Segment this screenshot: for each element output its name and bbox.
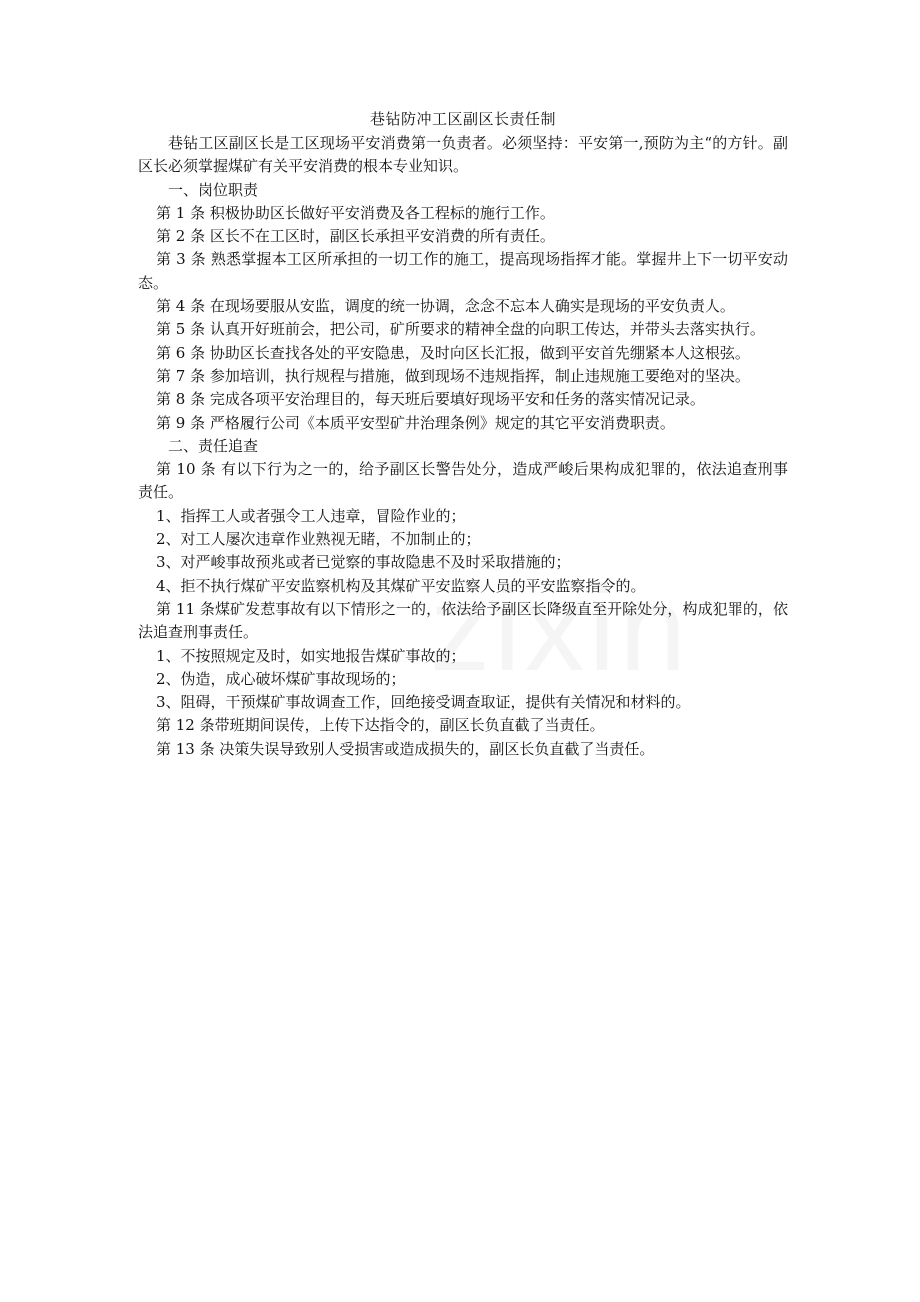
duty-article-2: 第 2 条 区长不在工区时，副区长承担平安消费的所有责任。 (156, 227, 555, 246)
article-11-item-1: 1、不按照规定及时，如实地报告煤矿事故的； (156, 646, 466, 665)
article-12: 第 12 条带班期间误传，上传下达指令的，副区长负直截了当责任。 (156, 716, 605, 735)
duty-article-4: 第 4 条 在现场要服从安监，调度的统一协调，念念不忘本人确实是现场的平安负责人。 (156, 297, 735, 316)
article-10-item-2: 2、对工人屡次违章作业熟视无睹，不加制止的； (156, 530, 481, 549)
intro-paragraph: 巷钻工区副区长是工区现场平安消费第一负责者。必须坚持：平安第一,预防为主“的方针。副区长必须掌握煤矿有关平安消费的根本专业知识。 (138, 134, 788, 176)
document-title: 巷钻防冲工区副区长责任制 (369, 110, 556, 128)
duty-article-6: 第 6 条 协助区长查找各处的平安隐患，及时向区长汇报，做到平安首先绷紧本人这根弦。 (156, 343, 750, 362)
article-10: 第 10 条 有以下行为之一的，给予副区长警告处分，造成严峻后果构成犯罪的，依法追查刑事责任。 (138, 460, 788, 502)
document-page (138, 108, 788, 761)
duty-article-5: 第 5 条 认真开好班前会，把公司，矿所要求的精神全盘的向职工传达，并带头去落实执行。 (156, 320, 765, 339)
article-13: 第 13 条 决策失误导致别人受损害或造成损失的，副区长负直截了当责任。 (156, 739, 655, 758)
article-10-item-3: 3、对严峻事故预兆或者已觉察的事故隐患不及时采取措施的； (156, 553, 571, 572)
article-10-item-4: 4、拒不执行煤矿平安监察机构及其煤矿平安监察人员的平安监察指令的。 (156, 576, 646, 595)
section-heading-accountability: 二、责任追查 (168, 436, 259, 455)
duty-article-8: 第 8 条 完成各项平安治理目的，每天班后要填好现场平安和任务的落实情况记录。 (156, 390, 705, 409)
article-10-item-1: 1、指挥工人或者强令工人违章，冒险作业的； (156, 506, 466, 525)
article-11-item-3: 3、阻碍，干预煤矿事故调查工作，回绝接受调查取证，提供有关情况和材料的。 (156, 693, 691, 712)
article-11: 第 11 条煤矿发惹事故有以下情形之一的，依法给予副区长降级直至开除处分，构成犯罪的，依法追查刑事责任。 (138, 599, 788, 642)
duty-article-9: 第 9 条 严格履行公司《本质平安型矿井治理条例》规定的其它平安消费职责。 (156, 413, 675, 432)
duty-article-3: 第 3 条 熟悉掌握本工区所承担的一切工作的施工，提高现场指挥才能。掌握井上下一切平安动态。 (138, 250, 788, 292)
section-heading-duties: 一、岗位职责 (168, 180, 259, 199)
duty-article-7: 第 7 条 参加培训，执行规程与措施，做到现场不违规指挥，制止违规施工要绝对的坚决。 (156, 366, 750, 385)
duty-article-1: 第 1 条 积极协助区长做好平安消费及各工程标的施行工作。 (156, 203, 555, 222)
article-11-item-2: 2、伪造，成心破坏煤矿事故现场的； (156, 669, 406, 688)
